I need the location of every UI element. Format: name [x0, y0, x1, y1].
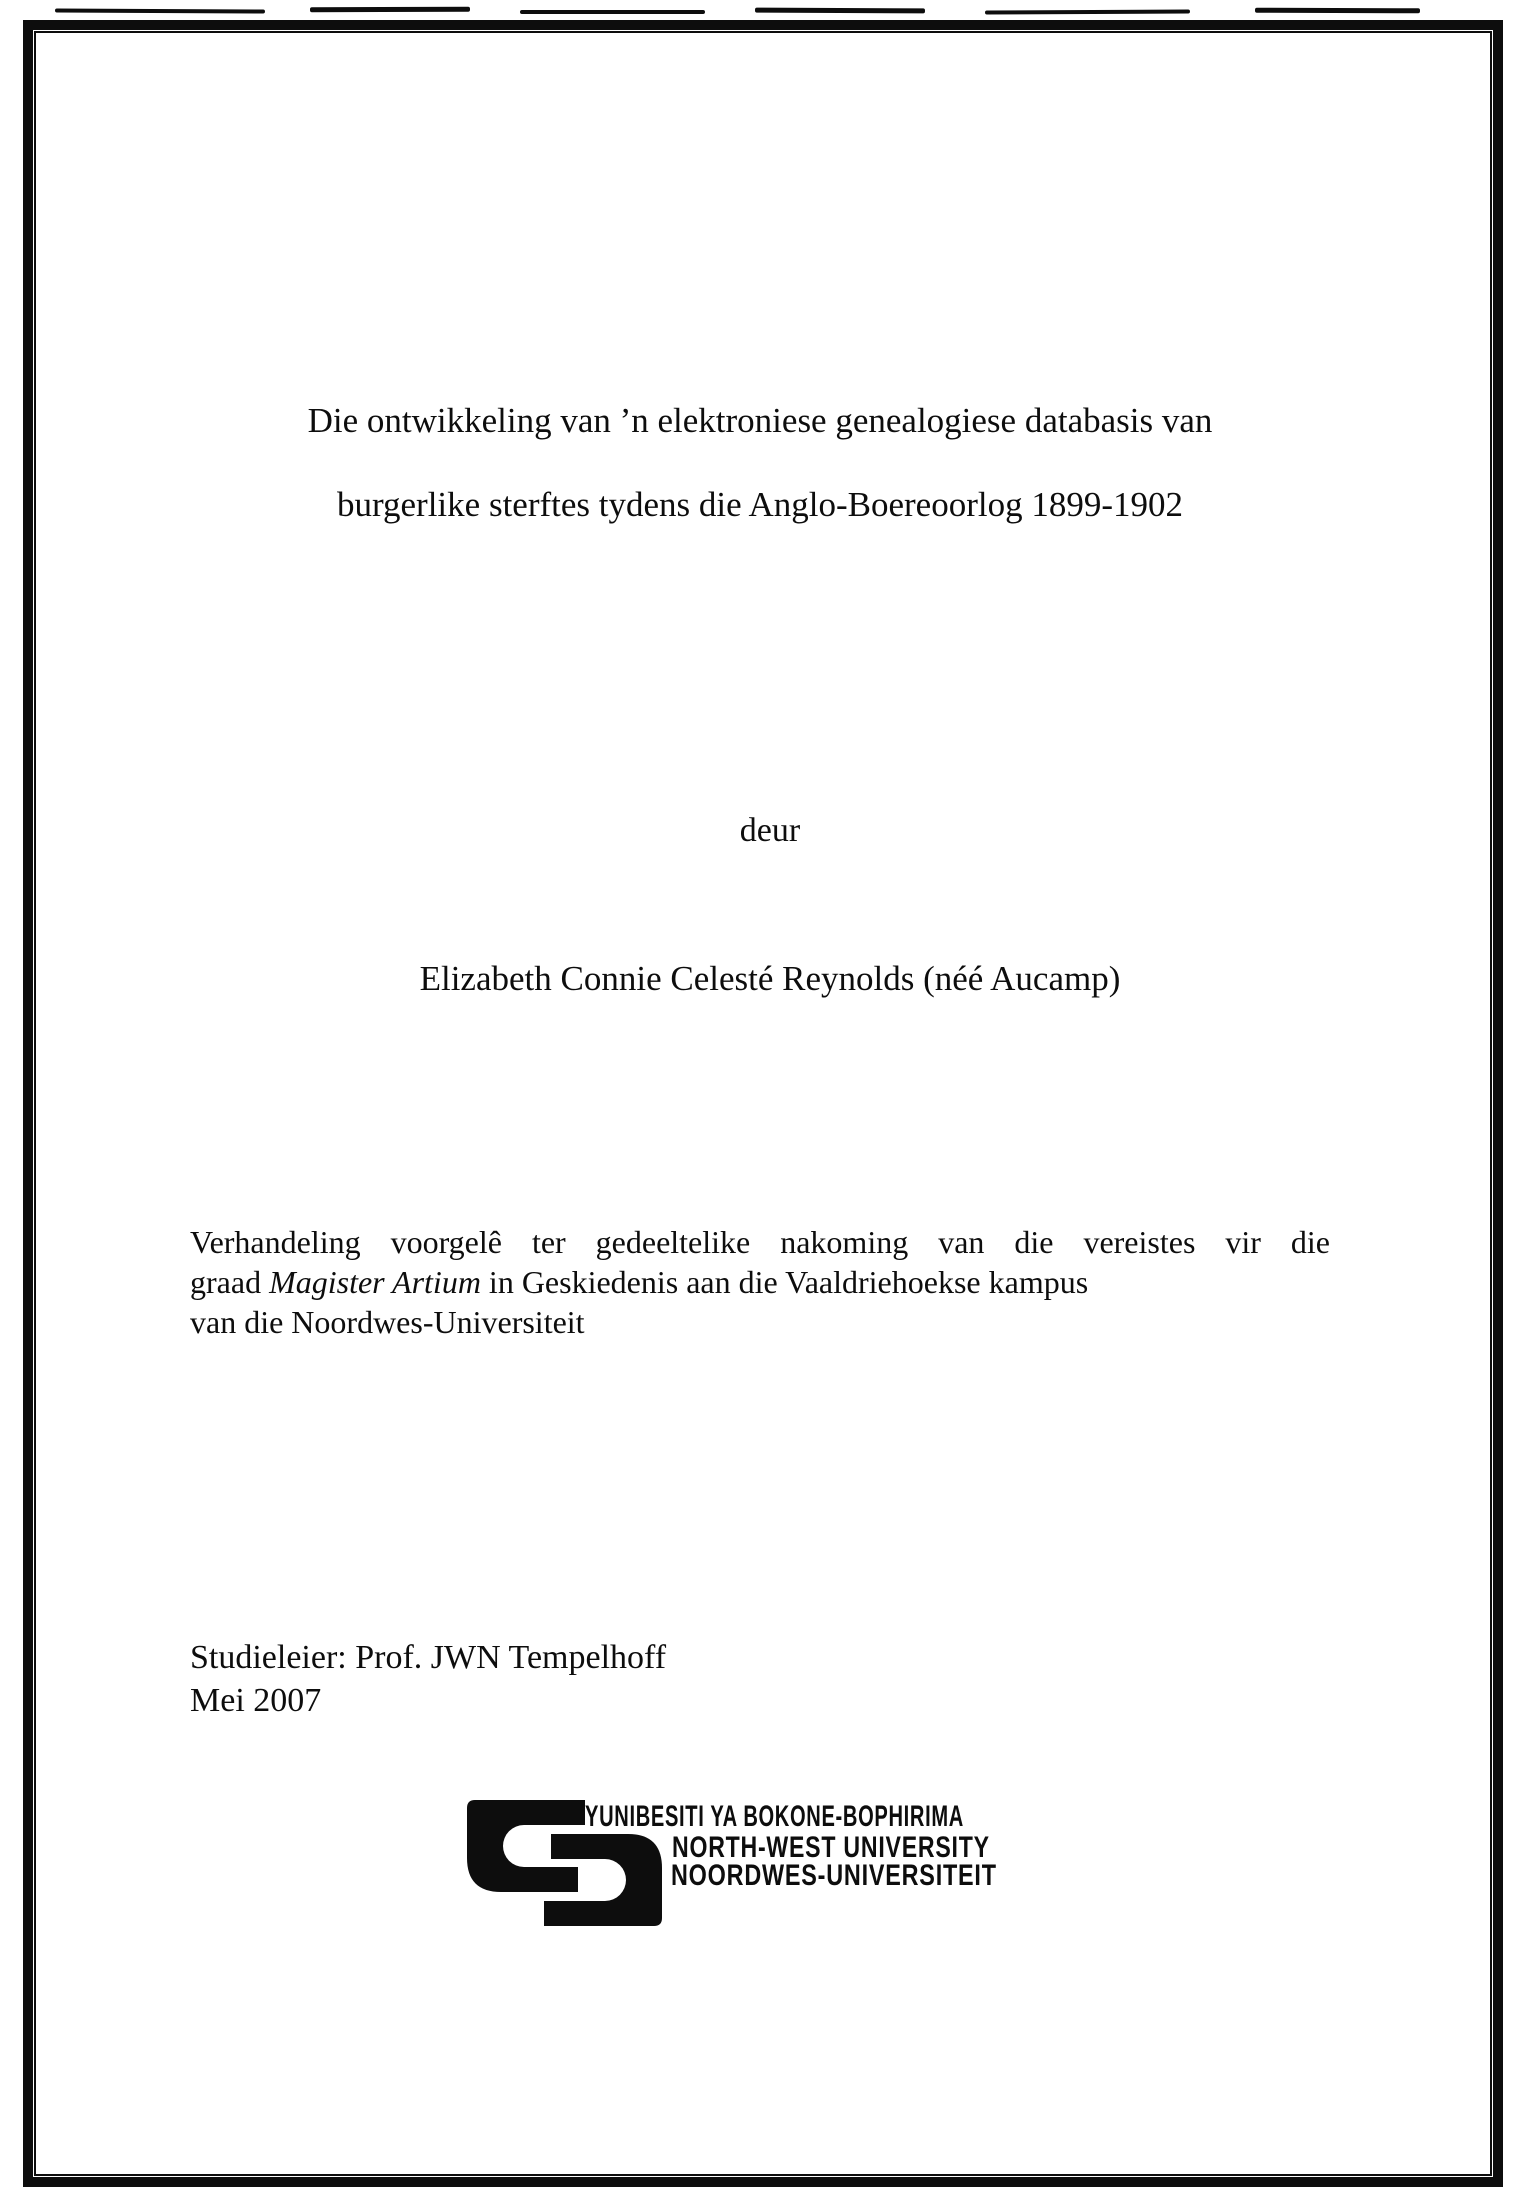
- degree-statement-line2-post: in Geskiedenis aan die Vaaldriehoekse kampus: [480, 1264, 1089, 1300]
- scan-artifact: [520, 10, 705, 14]
- byline-deur: deur: [739, 812, 801, 849]
- supervisor-line: Studieleier: Prof. JWN Tempelhoff: [190, 1639, 667, 1676]
- university-logo: [466, 1798, 1126, 1938]
- thesis-title-line1: Die ontwikkeling van ’n elektroniese genealogiese databasis van: [307, 401, 1213, 440]
- scan-artifact: [755, 8, 925, 14]
- supervisor-block: [190, 1636, 666, 1722]
- author-name: Elizabeth Connie Celesté Reynolds (néé Aucamp): [419, 959, 1121, 998]
- scan-artifact: [985, 9, 1190, 14]
- degree-name-italic: Magister Artium: [269, 1264, 481, 1300]
- degree-statement-line2-pre: graad: [190, 1264, 270, 1300]
- thesis-title: [190, 379, 1330, 547]
- thesis-title-line2: burgerlike sterftes tydens die Anglo-Boereoorlog 1899-1902: [337, 485, 1183, 524]
- scan-artifact: [310, 7, 470, 13]
- scan-artifact: [55, 8, 265, 13]
- logo-text-line3: NOORDWES-UNIVERSITEIT: [671, 1859, 997, 1892]
- logo-text-line1: YUNIBESITI YA BOKONE-BOPHIRIMA: [585, 1800, 964, 1833]
- logo-text-line2: NORTH-WEST UNIVERSITY: [672, 1831, 990, 1864]
- degree-statement-line3: van die Noordwes-Universiteit: [190, 1304, 585, 1340]
- degree-statement-line2: [190, 1262, 1330, 1302]
- degree-statement: [190, 1222, 1330, 1342]
- scan-artifact: [1255, 8, 1420, 14]
- degree-statement-line1: Verhandeling voorgelê ter gedeeltelike nakoming van die vereistes vir die: [190, 1224, 1330, 1260]
- date-line: Mei 2007: [190, 1682, 322, 1719]
